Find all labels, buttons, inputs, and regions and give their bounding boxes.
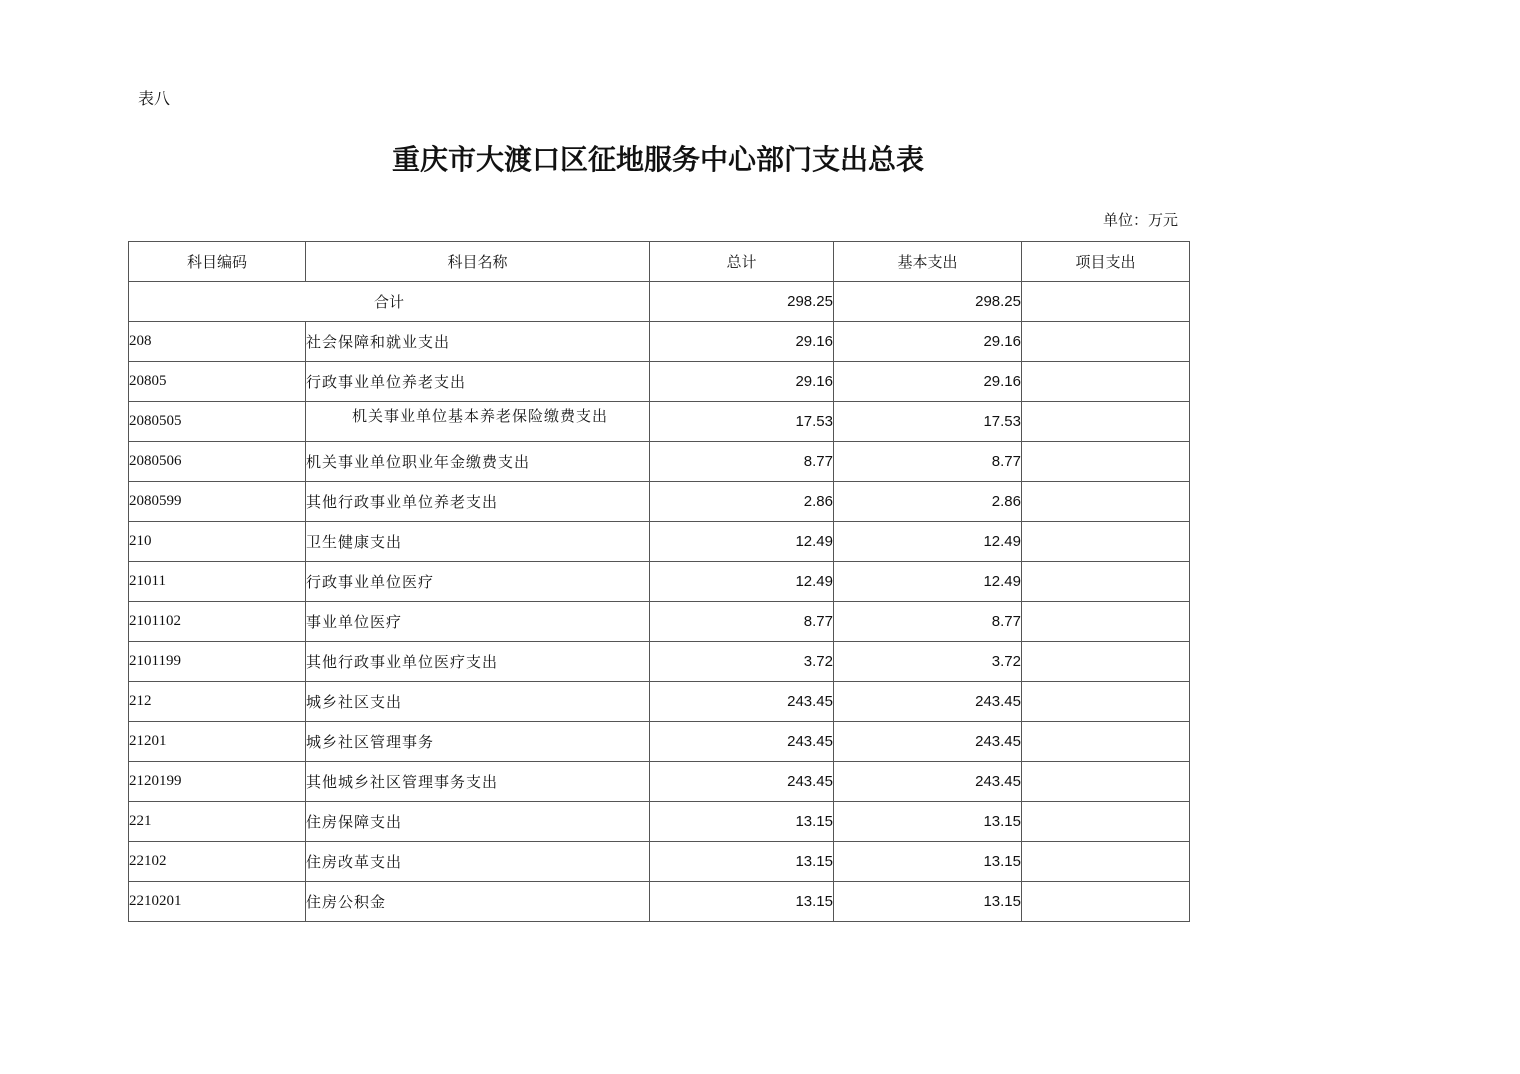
row-code: 2101102 bbox=[129, 602, 306, 642]
row-basic: 17.53 bbox=[834, 402, 1022, 442]
row-total: 243.45 bbox=[650, 682, 834, 722]
row-code: 20805 bbox=[129, 362, 306, 402]
unit-label: 单位：万元 bbox=[1102, 211, 1178, 229]
header-total: 总计 bbox=[650, 242, 834, 282]
table-row bbox=[129, 402, 1190, 442]
row-code: 208 bbox=[129, 322, 306, 362]
table-row bbox=[129, 442, 1190, 482]
row-total: 13.15 bbox=[650, 882, 834, 922]
row-code: 212 bbox=[129, 682, 306, 722]
row-project bbox=[1022, 802, 1190, 842]
row-project bbox=[1022, 602, 1190, 642]
expenditure-table bbox=[128, 241, 1190, 922]
table-row bbox=[129, 562, 1190, 602]
table-row bbox=[129, 322, 1190, 362]
row-project bbox=[1022, 882, 1190, 922]
row-code: 2101199 bbox=[129, 642, 306, 682]
row-total: 8.77 bbox=[650, 602, 834, 642]
row-total: 3.72 bbox=[650, 642, 834, 682]
row-name: 城乡社区支出 bbox=[306, 682, 650, 722]
row-total: 243.45 bbox=[650, 722, 834, 762]
table-row bbox=[129, 482, 1190, 522]
table-row bbox=[129, 722, 1190, 762]
summary-basic: 298.25 bbox=[834, 282, 1022, 322]
row-basic: 243.45 bbox=[834, 682, 1022, 722]
row-project bbox=[1022, 762, 1190, 802]
row-name: 住房改革支出 bbox=[306, 842, 650, 882]
table-row bbox=[129, 522, 1190, 562]
row-name: 住房公积金 bbox=[306, 882, 650, 922]
row-basic: 13.15 bbox=[834, 802, 1022, 842]
row-name-text: 机关事业单位基本养老保险缴费支出 bbox=[352, 407, 609, 425]
row-total: 12.49 bbox=[650, 562, 834, 602]
row-code: 21201 bbox=[129, 722, 306, 762]
row-total: 243.45 bbox=[650, 762, 834, 802]
summary-project bbox=[1022, 282, 1190, 322]
row-project bbox=[1022, 842, 1190, 882]
row-name: 其他城乡社区管理事务支出 bbox=[306, 762, 650, 802]
header-name: 科目名称 bbox=[306, 242, 650, 282]
row-basic: 29.16 bbox=[834, 322, 1022, 362]
summary-row bbox=[129, 282, 1190, 322]
table-row bbox=[129, 802, 1190, 842]
row-code: 2080506 bbox=[129, 442, 306, 482]
row-basic: 243.45 bbox=[834, 762, 1022, 802]
table-header-row bbox=[129, 242, 1190, 282]
row-name: 城乡社区管理事务 bbox=[306, 722, 650, 762]
table-row bbox=[129, 762, 1190, 802]
row-code: 210 bbox=[129, 522, 306, 562]
row-name bbox=[306, 402, 650, 442]
row-project bbox=[1022, 642, 1190, 682]
row-total: 12.49 bbox=[650, 522, 834, 562]
row-basic: 2.86 bbox=[834, 482, 1022, 522]
summary-total: 298.25 bbox=[650, 282, 834, 322]
row-total: 13.15 bbox=[650, 842, 834, 882]
row-project bbox=[1022, 722, 1190, 762]
row-basic: 29.16 bbox=[834, 362, 1022, 402]
table-label: 表八 bbox=[138, 89, 171, 108]
row-basic: 3.72 bbox=[834, 642, 1022, 682]
row-basic: 8.77 bbox=[834, 602, 1022, 642]
table-row bbox=[129, 882, 1190, 922]
row-total: 17.53 bbox=[650, 402, 834, 442]
row-project bbox=[1022, 442, 1190, 482]
row-total: 2.86 bbox=[650, 482, 834, 522]
table-body bbox=[129, 282, 1190, 922]
header-basic: 基本支出 bbox=[834, 242, 1022, 282]
row-project bbox=[1022, 482, 1190, 522]
row-code: 2210201 bbox=[129, 882, 306, 922]
row-name: 事业单位医疗 bbox=[306, 602, 650, 642]
table-row bbox=[129, 842, 1190, 882]
summary-label: 合计 bbox=[129, 282, 650, 322]
row-total: 29.16 bbox=[650, 322, 834, 362]
row-code: 2080505 bbox=[129, 402, 306, 442]
row-name: 卫生健康支出 bbox=[306, 522, 650, 562]
page-title: 重庆市大渡口区征地服务中心部门支出总表 bbox=[391, 143, 924, 176]
row-total: 13.15 bbox=[650, 802, 834, 842]
row-name: 行政事业单位养老支出 bbox=[306, 362, 650, 402]
row-project bbox=[1022, 682, 1190, 722]
row-project bbox=[1022, 522, 1190, 562]
row-basic: 243.45 bbox=[834, 722, 1022, 762]
row-project bbox=[1022, 402, 1190, 442]
table-row bbox=[129, 602, 1190, 642]
row-name: 行政事业单位医疗 bbox=[306, 562, 650, 602]
row-basic: 12.49 bbox=[834, 562, 1022, 602]
table-row bbox=[129, 362, 1190, 402]
row-project bbox=[1022, 562, 1190, 602]
row-code: 221 bbox=[129, 802, 306, 842]
row-name: 住房保障支出 bbox=[306, 802, 650, 842]
row-name: 其他行政事业单位养老支出 bbox=[306, 482, 650, 522]
row-project bbox=[1022, 362, 1190, 402]
row-basic: 13.15 bbox=[834, 842, 1022, 882]
header-project: 项目支出 bbox=[1022, 242, 1190, 282]
row-total: 8.77 bbox=[650, 442, 834, 482]
row-project bbox=[1022, 322, 1190, 362]
row-name: 社会保障和就业支出 bbox=[306, 322, 650, 362]
row-code: 2120199 bbox=[129, 762, 306, 802]
row-code: 21011 bbox=[129, 562, 306, 602]
row-name: 其他行政事业单位医疗支出 bbox=[306, 642, 650, 682]
row-total: 29.16 bbox=[650, 362, 834, 402]
row-code: 22102 bbox=[129, 842, 306, 882]
header-code: 科目编码 bbox=[129, 242, 306, 282]
row-basic: 13.15 bbox=[834, 882, 1022, 922]
row-name: 机关事业单位职业年金缴费支出 bbox=[306, 442, 650, 482]
row-basic: 8.77 bbox=[834, 442, 1022, 482]
table-row bbox=[129, 642, 1190, 682]
table-row bbox=[129, 682, 1190, 722]
row-basic: 12.49 bbox=[834, 522, 1022, 562]
row-code: 2080599 bbox=[129, 482, 306, 522]
